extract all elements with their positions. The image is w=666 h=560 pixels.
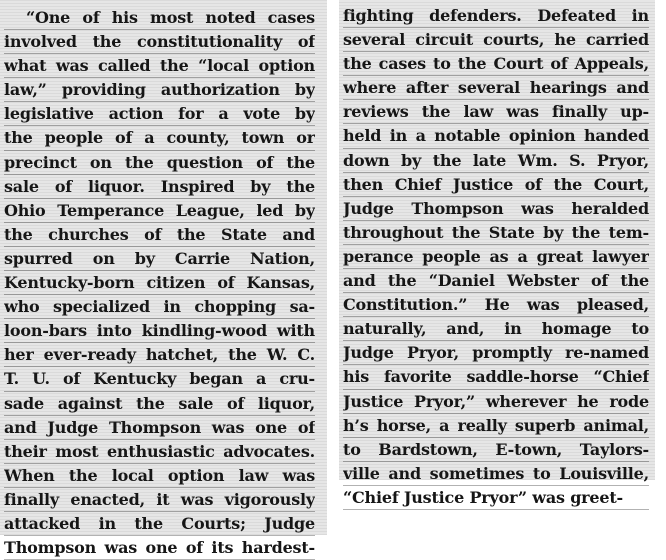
text-line: perance people as a great lawyer: [343, 245, 649, 269]
text-line: “Chief Justice Pryor” was greet-: [343, 486, 649, 510]
text-line: T. U. of Kentucky began a cru-: [4, 367, 315, 391]
text-line: their most enthusiastic advocates.: [4, 440, 315, 464]
text-line: naturally, and, in homage to: [343, 317, 649, 341]
text-line: the churches of the State and: [4, 223, 315, 247]
text-line: the cases to the Court of Appeals,: [343, 52, 649, 76]
text-line: sade against the sale of liquor,: [4, 392, 315, 416]
text-line: ville and sometimes to Louisville,: [343, 462, 649, 486]
text-line: involved the constitutionality of: [4, 30, 315, 54]
text-line: “One of his most noted cases: [4, 6, 315, 30]
text-line: spurred on by Carrie Nation,: [4, 247, 315, 271]
text-line: then Chief Justice of the Court,: [343, 173, 649, 197]
left-column: [0, 0, 327, 558]
text-line: what was called the “local option: [4, 54, 315, 78]
text-line: his favorite saddle-horse “Chief: [343, 365, 649, 389]
text-line: h’s horse, a really superb animal,: [343, 414, 649, 438]
text-line: where after several hearings and: [343, 76, 649, 100]
text-line: Judge Thompson was heralded: [343, 197, 649, 221]
text-line: held in a notable opinion handed: [343, 124, 649, 148]
text-line: legislative action for a vote by: [4, 102, 315, 126]
text-line: When the local option law was: [4, 464, 315, 488]
text-line: loon-bars into kindling-wood with: [4, 319, 315, 343]
text-line: sale of liquor. Inspired by the: [4, 175, 315, 199]
text-line: precinct on the question of the: [4, 151, 315, 175]
text-line: Judge Pryor, promptly re-named: [343, 341, 649, 365]
text-line: to Bardstown, E-town, Taylors-: [343, 438, 649, 462]
text-line: Thompson was one of its hardest-: [4, 536, 315, 560]
text-line: Justice Pryor,” wherever he rode: [343, 390, 649, 414]
text-line: and Judge Thompson was one of: [4, 416, 315, 440]
text-line: down by the late Wm. S. Pryor,: [343, 149, 649, 173]
text-line: finally enacted, it was vigorously: [4, 488, 315, 512]
text-line: attacked in the Courts; Judge: [4, 512, 315, 536]
text-line: the people of a county, town or: [4, 126, 315, 150]
text-line: law,” providing authorization by: [4, 78, 315, 102]
text-line: and the “Daniel Webster of the: [343, 269, 649, 293]
right-column: [339, 0, 655, 507]
text-line: reviews the law was finally up-: [343, 100, 649, 124]
text-line: her ever-ready hatchet, the W. C.: [4, 343, 315, 367]
text-line: who specialized in chopping sa-: [4, 295, 315, 319]
text-line: throughout the State by the tem-: [343, 221, 649, 245]
text-line: Constitution.” He was pleased,: [343, 293, 649, 317]
text-line: fighting defenders. Defeated in: [343, 4, 649, 28]
text-line: Kentucky-born citizen of Kansas,: [4, 271, 315, 295]
text-line: Ohio Temperance League, led by: [4, 199, 315, 223]
text-line: several circuit courts, he carried: [343, 28, 649, 52]
